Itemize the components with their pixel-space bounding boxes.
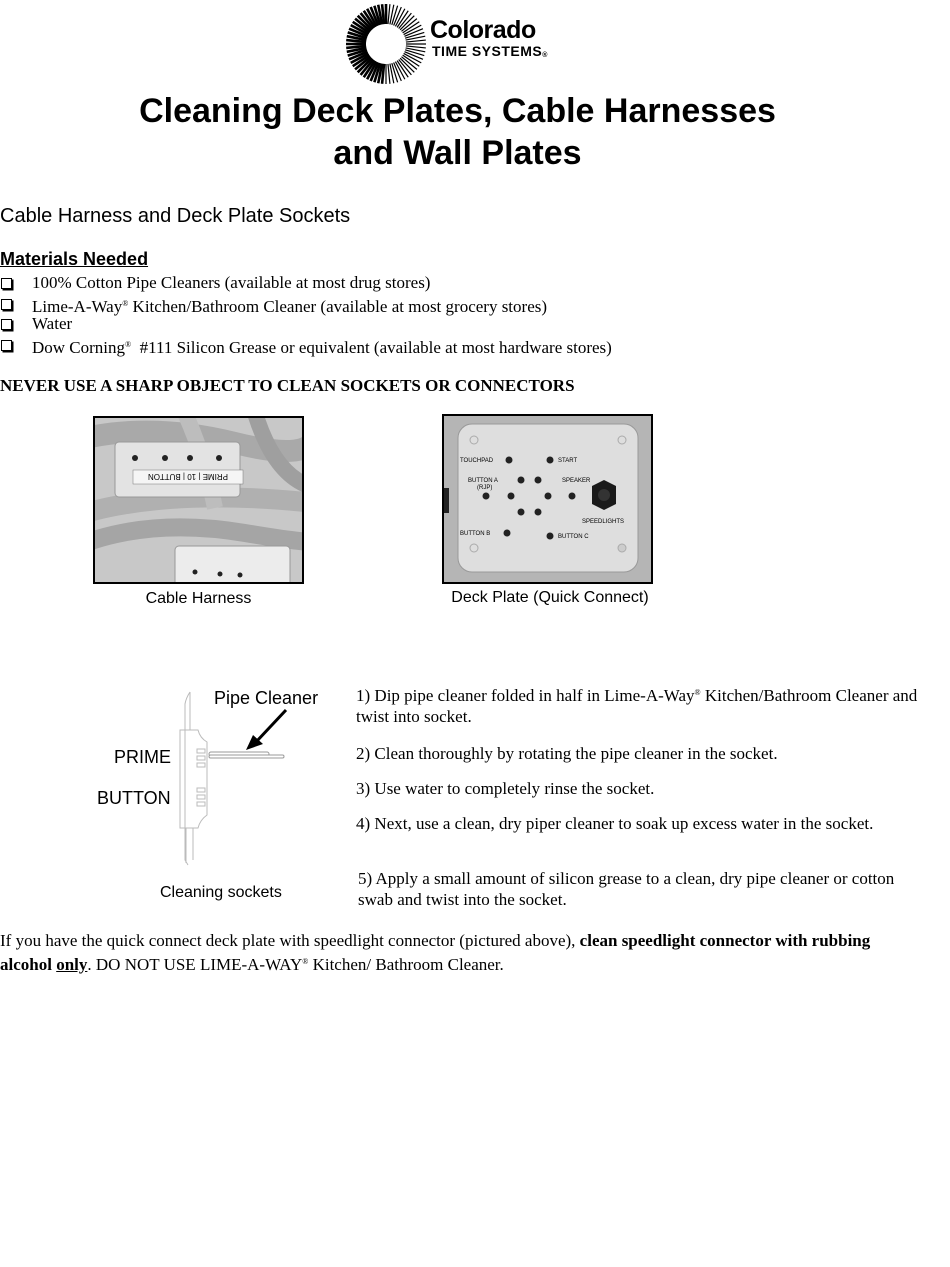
deck-plate-illustration	[444, 416, 651, 582]
cable-harness-illustration	[95, 418, 302, 582]
page-title-line-1: Cleaning Deck Plates, Cable Harnesses	[139, 92, 776, 130]
button-label: BUTTON	[97, 788, 171, 808]
step-item: 4) Next, use a clean, dry piper cleaner to soak up excess water in the socket.	[356, 814, 874, 833]
materials-item: Water	[0, 314, 612, 335]
materials-item: Lime-A-Way® Kitchen/Bathroom Cleaner (available at most grocery stores)	[0, 294, 612, 315]
deck-plate-photo	[442, 414, 653, 584]
step-item: 5) Apply a small amount of silicon grease to a clean, dry pipe cleaner or cotton swab and twist into the socket.	[358, 869, 895, 909]
cleaning-sockets-caption: Cleaning sockets	[160, 884, 282, 901]
svg-text:START: START	[558, 458, 578, 464]
svg-text:PRIME | 10 | BUTTON: PRIME | 10 | BUTTON	[147, 472, 229, 481]
svg-text:(RJP): (RJP)	[477, 485, 493, 491]
svg-text:BUTTON B: BUTTON B	[460, 531, 491, 537]
svg-text:SPEAKER: SPEAKER	[562, 478, 591, 484]
svg-text:SPEEDLIGHTS: SPEEDLIGHTS	[582, 519, 625, 525]
page-title-line-2: and Wall Plates	[333, 134, 582, 172]
prime-label: PRIME	[114, 747, 172, 767]
checkbox-icon	[1, 319, 12, 330]
section-heading: Cable Harness and Deck Plate Sockets	[0, 205, 351, 227]
logo-brand-subtitle: TIME SYSTEMS®	[432, 43, 548, 59]
page-title	[0, 90, 915, 174]
warning-text: NEVER USE A SHARP OBJECT TO CLEAN SOCKETS OR CONNECTORS	[0, 376, 575, 395]
materials-heading: Materials Needed	[0, 249, 149, 269]
logo-brand-name: Colorado	[430, 16, 536, 44]
svg-text:BUTTON C: BUTTON C	[558, 534, 589, 540]
cleaning-sockets-diagram	[90, 680, 340, 910]
step-item: 3) Use water to completely rinse the socket.	[356, 779, 655, 798]
sunburst-logo-icon	[344, 2, 428, 86]
svg-text:BUTTON A: BUTTON A	[468, 478, 498, 484]
step-item: 2) Clean thoroughly by rotating the pipe cleaner in the socket.	[356, 744, 778, 763]
arrow-icon	[256, 710, 286, 742]
checkbox-icon	[1, 278, 12, 289]
materials-item: 100% Cotton Pipe Cleaners (available at most drug stores)	[0, 273, 612, 294]
cable-harness-photo	[93, 416, 304, 584]
checkbox-icon	[1, 340, 12, 351]
company-logo	[344, 2, 566, 84]
deck-plate-caption: Deck Plate (Quick Connect)	[451, 589, 649, 606]
speedlight-note: If you have the quick connect deck plate with speedlight connector (pictured above), clean speedlight connector with rubbing alcohol only. DO NOT USE LIME-A-WAY® Kitchen/ Bathroom Cleaner.	[0, 931, 871, 974]
materials-item: Dow Corning® #111 Silicon Grease or equivalent (available at most hardware stores)	[0, 335, 612, 356]
materials-list	[0, 273, 612, 355]
pipe-cleaner-label: Pipe Cleaner	[214, 688, 319, 708]
svg-text:TOUCHPAD: TOUCHPAD	[460, 458, 494, 464]
registered-mark: ®	[122, 298, 129, 308]
checkbox-icon	[1, 299, 12, 310]
step-item: 1) Dip pipe cleaner folded in half in Lime-A-Way® Kitchen/Bathroom Cleaner and twist into socket.	[356, 686, 918, 726]
cable-harness-caption: Cable Harness	[145, 590, 252, 607]
registered-mark: ®	[125, 339, 132, 349]
